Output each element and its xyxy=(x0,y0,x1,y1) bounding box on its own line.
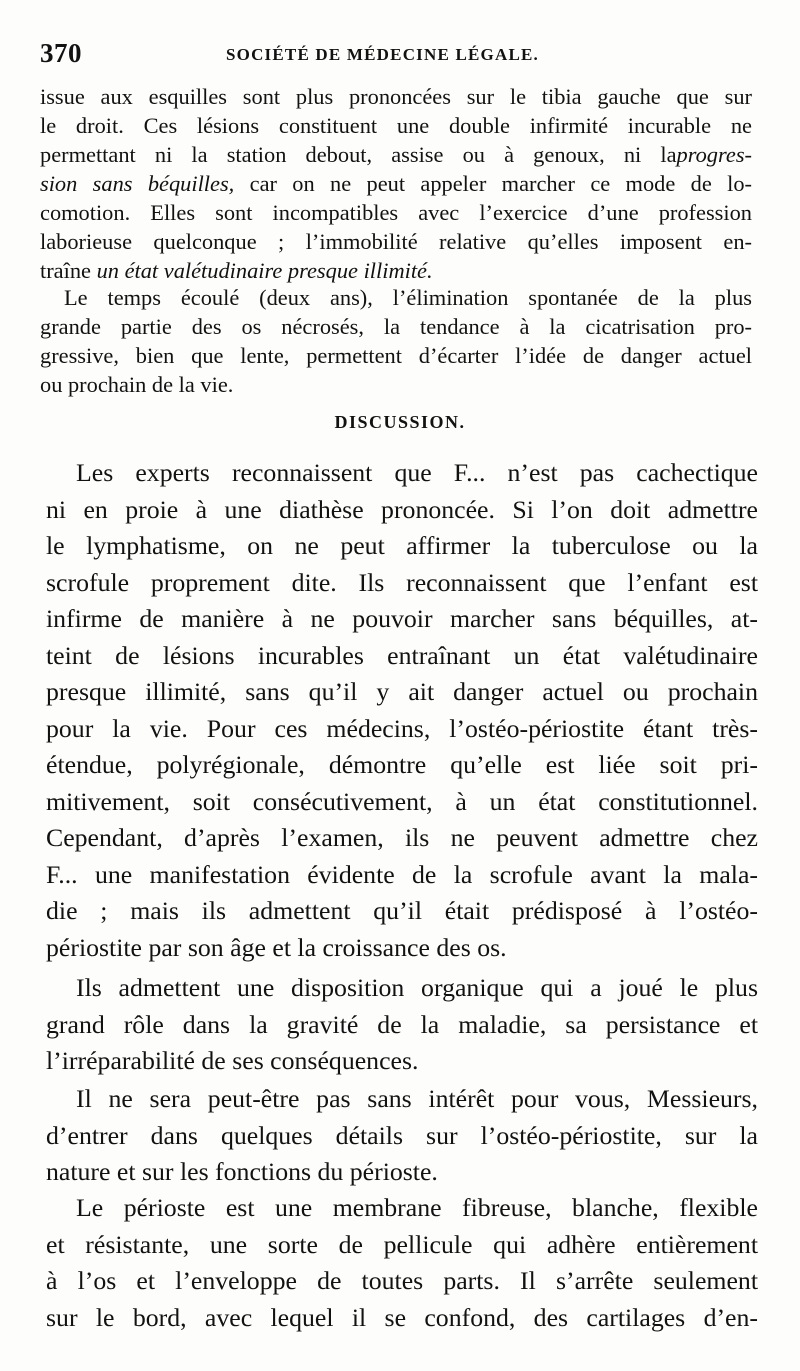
text-line: grande partie des os nécrosés, la tendance à la cicatrisation pro- xyxy=(40,314,752,339)
text-line: laborieuse quelconque ; l’immobilité relative qu’elles imposent en- xyxy=(40,229,752,254)
italic-text: un état valétudinaire presque illimité. xyxy=(96,258,433,283)
text-line: Le périoste est une membrane fibreuse, blanche, flexible xyxy=(76,1193,758,1222)
page-number: 370 xyxy=(40,38,82,68)
text-span: permettant ni la station debout, assise ou à genoux, ni la xyxy=(40,142,677,167)
text-line: infirme de manière à ne pouvoir marcher sans béquilles, at- xyxy=(46,604,758,633)
text-line: Il ne sera peut-être pas sans intérêt pour vous, Messieurs, xyxy=(76,1084,758,1113)
running-title: SOCIÉTÉ DE MÉDECINE LÉGALE. xyxy=(226,45,539,64)
text-line: teint de lésions incurables entraînant un état valétudinaire xyxy=(46,640,758,670)
text-line: pour la vie. Pour ces médecins, l’ostéo-périostite étant très- xyxy=(46,713,758,743)
text-span: traîne xyxy=(40,258,91,283)
text-line: à l’os et l’enveloppe de toutes parts. Il s’arrête seulement xyxy=(46,1266,758,1295)
paragraph-6 xyxy=(46,1190,758,1336)
text-line: étendue, polyrégionale, démontre qu’elle est liée soit pri- xyxy=(46,750,758,779)
text-line: Le temps écoulé (deux ans), l’élimination spontanée de la plus xyxy=(64,285,752,310)
paragraph-2 xyxy=(40,283,752,399)
text-line: die ; mais ils admettent qu’il était prédisposé à l’ostéo- xyxy=(46,896,758,925)
text-line: le lymphatisme, on ne peut affirmer la tuberculose ou la xyxy=(46,531,758,560)
text-line: scrofule proprement dite. Ils reconnaissent que l’enfant est xyxy=(46,567,758,597)
text-line: grand rôle dans la gravité de la maladie, sa persistance et xyxy=(46,1009,758,1039)
text-line: presque illimité, sans qu’il y ait danger actuel ou prochain xyxy=(46,677,758,706)
text-line: d’entrer dans quelques détails sur l’ostéo-périostite, sur la xyxy=(46,1120,758,1150)
text-line: et résistante, une sorte de pellicule qui adhère entièrement xyxy=(46,1229,758,1259)
text-line: sur le bord, avec lequel il se confond, des cartilages d’en- xyxy=(46,1302,758,1332)
text-line: Cependant, d’après l’examen, ils ne peuvent admettre chez xyxy=(46,823,758,852)
section-heading: DISCUSSION. xyxy=(334,412,466,432)
text-line: l’irréparabilité de ses conséquences. xyxy=(46,1046,419,1075)
text-line: gressive, bien que lente, permettent d’écarter l’idée de danger actuel xyxy=(40,343,752,368)
text-line xyxy=(40,140,752,169)
text-line: ni en proie à une diathèse prononcée. Si l’on doit admettre xyxy=(46,494,758,524)
text-line: issue aux esquilles sont plus prononcées sur le tibia gauche que sur xyxy=(40,84,752,109)
page-header xyxy=(40,38,752,78)
text-line: Les experts reconnaissent que F... n’est pas cachectique xyxy=(76,458,758,487)
text-line: mitivement, soit consécutivement, à un état constitutionnel. xyxy=(46,786,758,816)
text-line: nature et sur les fonctions du périoste. xyxy=(46,1157,438,1186)
paragraph-5 xyxy=(46,1081,758,1191)
italic-text: progres- xyxy=(676,142,752,167)
text-line: ou prochain de la vie. xyxy=(40,372,234,397)
paragraph-4 xyxy=(46,970,758,1080)
text-line xyxy=(40,169,752,198)
text-line: Ils admettent une disposition organique qui a joué le plus xyxy=(76,973,758,1002)
text-span: car on ne peut appeler marcher ce mode de lo- xyxy=(234,171,752,196)
italic-text: sion sans béquilles, xyxy=(40,171,235,196)
text-line: le droit. Ces lésions constituent une double infirmité incurable ne xyxy=(40,113,752,138)
paragraph-1 xyxy=(40,82,752,285)
text-line: F... une manifestation évidente de la scrofule avant la mala- xyxy=(46,859,758,889)
paragraph-3 xyxy=(46,455,758,966)
text-line: comotion. Elles sont incompatibles avec l’exercice d’une profession xyxy=(40,200,752,225)
text-line xyxy=(40,256,752,285)
text-line: périostite par son âge et la croissance des os. xyxy=(46,932,507,962)
